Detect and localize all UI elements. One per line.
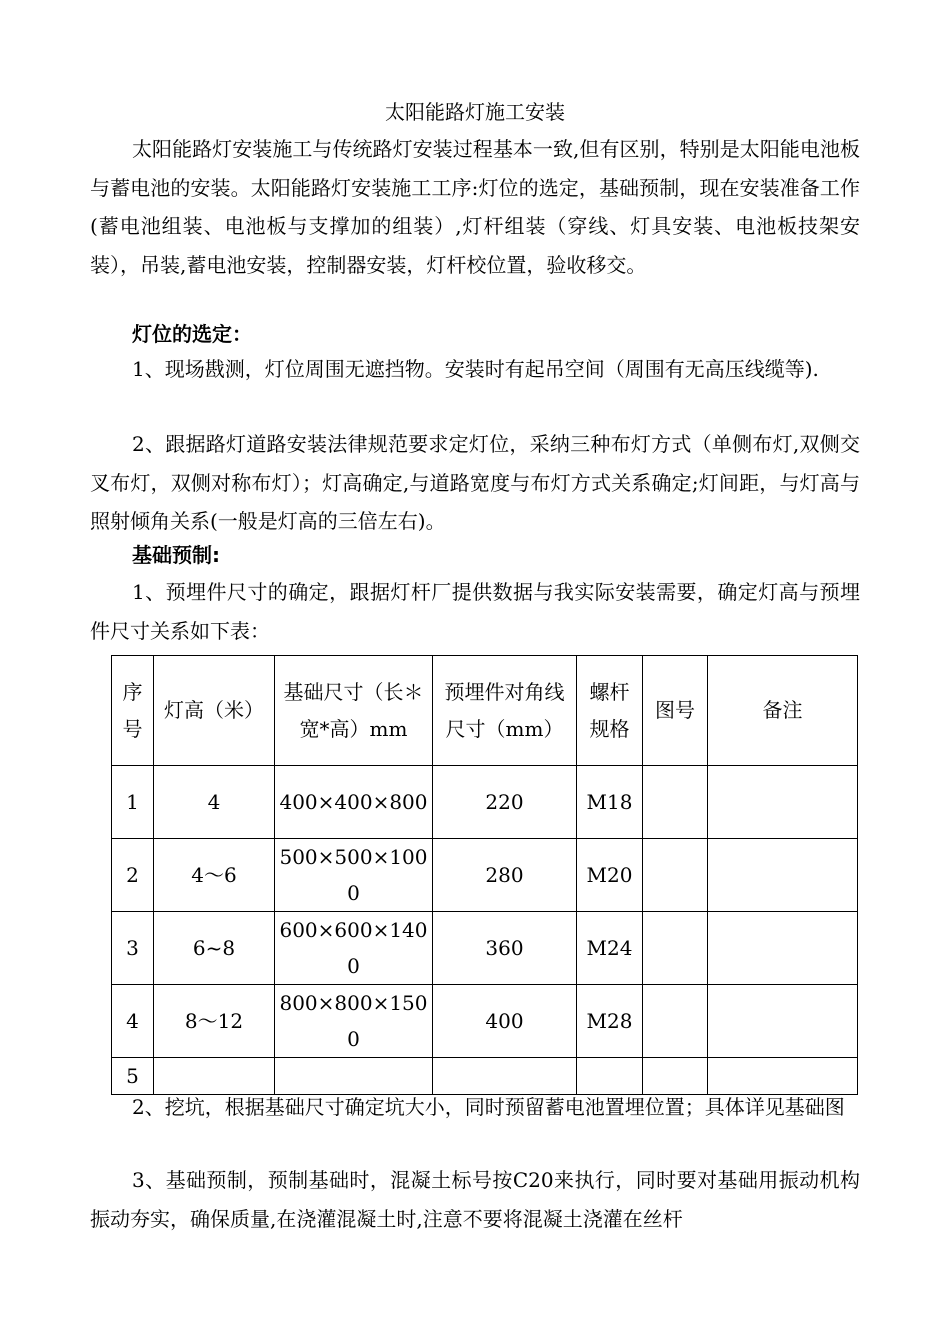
intro-paragraph: 太阳能路灯安装施工与传统路灯安装过程基本一致,但有区别，特别是太阳能电池板与蓄电池的安装。太阳能路灯安装施工工序:灯位的选定，基础预制，现在安装准备工作(蓄电池组装、电池板与支撑加的组装）,灯杆组装（穿线、灯具安装、电池板技架安装），吊装,蓄电池安装，控制器安装，灯杆校位置，验收移交。	[90, 137, 860, 277]
cell-index: 2	[112, 839, 154, 912]
header-remarks: 备注	[708, 656, 858, 766]
cell-light-height: 8～12	[154, 985, 275, 1058]
cell-embedded-diagonal: 360	[433, 912, 577, 985]
table-row	[112, 839, 858, 912]
header-foundation-size: 基础尺寸（长＊宽*高）mm	[275, 656, 433, 766]
section2-paragraph-2: 2、挖坑，根据基础尺寸确定坑大小，同时预留蓄电池置埋位置；具体详见基础图	[132, 1095, 845, 1119]
cell-embedded-diagonal: 280	[433, 839, 577, 912]
cell-foundation-size: 800×800×1500	[275, 985, 433, 1058]
cell-remarks	[708, 912, 858, 985]
cell-index: 1	[112, 766, 154, 839]
cell-bolt-spec: M18	[577, 766, 643, 839]
cell-index: 3	[112, 912, 154, 985]
cell-drawing-no	[643, 985, 708, 1058]
cell-bolt-spec: M20	[577, 839, 643, 912]
header-index: 序号	[112, 656, 154, 766]
table-row	[112, 985, 858, 1058]
header-bolt-spec: 螺杆规格	[577, 656, 643, 766]
header-light-height: 灯高（米）	[154, 656, 275, 766]
cell-embedded-diagonal: 220	[433, 766, 577, 839]
cell-index: 5	[112, 1058, 154, 1095]
cell-bolt-spec: M28	[577, 985, 643, 1058]
cell-foundation-size: 600×600×1400	[275, 912, 433, 985]
header-embedded-diagonal: 预埋件对角线尺寸（mm）	[433, 656, 577, 766]
section1-paragraph-2: 2、跟据路灯道路安装法律规范要求定灯位，采纳三种布灯方式（单侧布灯,双侧交叉布灯，双侧对称布灯）；灯高确定,与道路宽度与布灯方式关系确定;灯间距，与灯高与照射倾角关系(一般是灯高的三倍左右)。	[90, 432, 860, 533]
cell-remarks	[708, 985, 858, 1058]
cell-drawing-no	[643, 839, 708, 912]
cell-remarks	[708, 839, 858, 912]
cell-light-height: 6~8	[154, 912, 275, 985]
cell-light-height: 4～6	[154, 839, 275, 912]
table-row	[112, 766, 858, 839]
cell-embedded-diagonal: 400	[433, 985, 577, 1058]
cell-bolt-spec: M24	[577, 912, 643, 985]
section-heading-foundation: 基础预制:	[132, 543, 220, 567]
section2-paragraph-3: 3、基础预制，预制基础时，混凝土标号按C20来执行，同时要对基础用振动机构振动夯实，确保质量,在浇灌混凝土时,注意不要将混凝土浇灌在丝杆	[90, 1168, 860, 1231]
cell-remarks	[708, 766, 858, 839]
table-row	[112, 912, 858, 985]
cell-drawing-no	[643, 912, 708, 985]
cell-foundation-size: 400×400×800	[275, 766, 433, 839]
section2-paragraph-1: 1、预埋件尺寸的确定，跟据灯杆厂提供数据与我实际安装需要，确定灯高与预埋件尺寸关系如下表：	[90, 580, 860, 643]
cell-index: 4	[112, 985, 154, 1058]
cell-light-height: 4	[154, 766, 275, 839]
section1-paragraph-1: 1、现场戡测，灯位周围无遮挡物。安装时有起吊空间（周围有无高压线缆等).	[132, 357, 819, 381]
header-drawing-no: 图号	[643, 656, 708, 766]
cell-foundation-size: 500×500×1000	[275, 839, 433, 912]
table-header-row	[112, 656, 858, 766]
page-title: 太阳能路灯施工安装	[385, 100, 565, 124]
cell-drawing-no	[643, 766, 708, 839]
section-heading-light-position: 灯位的选定：	[132, 322, 252, 346]
foundation-size-table	[111, 655, 858, 1095]
